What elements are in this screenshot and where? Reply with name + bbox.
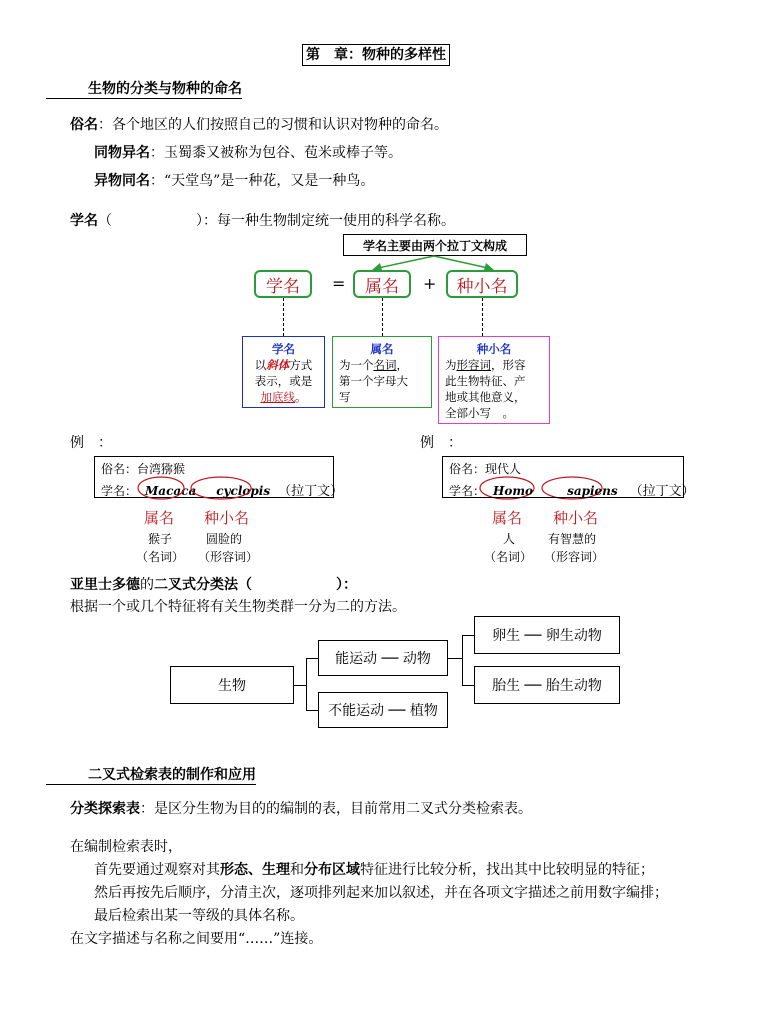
genus-note-title: 属名 bbox=[370, 342, 394, 356]
scientific-name-text: ：每一种生物制定统一使用的科学名称。 bbox=[203, 213, 455, 229]
sci-note-line2: 表示，或是 bbox=[254, 374, 313, 388]
key-step1: 首先要通过观察对其形态、生理和分布区域特征进行比较分析，找出其中比较明显的特征； bbox=[94, 862, 654, 878]
example-label-left: 例 ： bbox=[70, 435, 112, 451]
ellipse-left-genus bbox=[138, 477, 184, 499]
example-right-species: sapiens bbox=[567, 484, 618, 498]
tree-nomove: 不能运动 ── 植物 bbox=[318, 692, 448, 728]
example-left-genus-label: 属名 bbox=[144, 509, 175, 527]
page-title: 第 章：物种的多样性 bbox=[302, 44, 450, 66]
key-intro: 在编制检索表时， bbox=[70, 839, 182, 855]
synonym-label: 同物异名 bbox=[94, 145, 150, 161]
key-label: 分类探索表 bbox=[70, 801, 140, 817]
sci-note-italic: 斜体 bbox=[266, 358, 290, 372]
tree-conn-nomove bbox=[306, 710, 318, 711]
example-right-common: 俗名：现代人 bbox=[449, 462, 522, 476]
sci-name-box-label: 学名 bbox=[266, 276, 300, 297]
example-left-genus: Macaca bbox=[145, 484, 197, 498]
section-heading-key-text: 二叉式检索表的制作和应用 bbox=[88, 767, 256, 783]
sci-note-title: 学名 bbox=[272, 342, 295, 356]
genus-box-label: 属名 bbox=[365, 276, 399, 297]
example-box-right bbox=[442, 456, 695, 499]
common-name-text: ：各个地区的人们按照自己的习惯和认识对物种的命名。 bbox=[98, 117, 448, 133]
species-note-title: 种小名 bbox=[476, 342, 512, 356]
sci-note-line1: 以斜体方式 bbox=[254, 358, 313, 372]
example-left-genus-type: （名词） bbox=[136, 550, 185, 564]
example-left-sci: 学名： Macaca cyclopis （拉丁文） bbox=[101, 484, 344, 499]
ellipse-left-species bbox=[191, 477, 251, 499]
tree-conn-egg bbox=[462, 635, 474, 636]
example-right-species-meaning: 有智慧的 bbox=[548, 532, 597, 546]
example-left-species: cyclopis bbox=[216, 484, 271, 498]
key-step2: 然后再按先后顺序，分清主次，逐项排列起来加以叙述，并在各项文字描述之前用数字编排； bbox=[94, 885, 668, 901]
synonym-text: ：玉蜀黍又被称为包谷、苞米或棒子等。 bbox=[150, 145, 402, 161]
species-note-line2: 此生物特征、产 bbox=[445, 374, 526, 388]
tree-conn-move-out bbox=[448, 658, 462, 659]
homonym-text: ：“天堂鸟”是一种花，又是一种鸟。 bbox=[150, 173, 375, 189]
section-heading-naming-text: 生物的分类与物种的命名 bbox=[88, 81, 242, 97]
genus-note-line1: 为一个名词， bbox=[339, 358, 408, 372]
example-right-genus-meaning: 人 bbox=[503, 532, 516, 546]
tree-conn-v1 bbox=[306, 658, 307, 710]
genus-note-line2: 第一个字母大 bbox=[339, 374, 408, 388]
tree-conn-root bbox=[294, 685, 306, 686]
example-left-genus-meaning: 猴子 bbox=[148, 532, 173, 546]
sci-note-underline: 加底线 bbox=[260, 390, 295, 404]
example-left-species-meaning: 圆脸的 bbox=[206, 532, 243, 546]
example-right-species-type: （形容词） bbox=[544, 550, 605, 564]
scientific-name-paren: （ ） bbox=[98, 213, 203, 229]
sci-note-line3: 加底线。 bbox=[260, 390, 307, 404]
key-step3: 最后检索出某一等级的具体名称。 bbox=[94, 908, 304, 924]
species-note-line4: 全部小写 。 bbox=[445, 406, 514, 420]
common-name-label: 俗名 bbox=[70, 117, 98, 133]
key-step4: 在文字描述与名称之间要用“……”连接。 bbox=[70, 931, 323, 947]
homonym-label: 异物同名 bbox=[94, 173, 150, 189]
binary-desc: 根据一个或几个特征将有关生物类群一分为二的方法。 bbox=[70, 599, 406, 615]
scientific-name-label: 学名 bbox=[70, 213, 98, 229]
section-heading-key bbox=[46, 766, 256, 785]
tree-egg: 卵生 ── 卵生动物 bbox=[474, 616, 620, 654]
example-left-common: 俗名：台湾猕猴 bbox=[101, 462, 186, 476]
example-right-genus-type: （名词） bbox=[484, 550, 533, 564]
genus-note-line3: 写 bbox=[339, 390, 351, 404]
binary-title: 亚里士多德的二叉式分类法（ ）： bbox=[70, 577, 357, 593]
equals-sign: = bbox=[332, 274, 346, 293]
example-right-species-label: 种小名 bbox=[553, 509, 599, 527]
tree-conn-move bbox=[306, 658, 318, 659]
example-right-genus: Homo bbox=[493, 484, 534, 498]
species-box-label: 种小名 bbox=[456, 276, 508, 297]
tree-live: 胎生 ── 胎生动物 bbox=[474, 666, 620, 704]
tree-conn-v2 bbox=[462, 635, 463, 685]
example-right-genus-label: 属名 bbox=[492, 509, 523, 527]
example-left-species-label: 种小名 bbox=[204, 509, 250, 527]
tree-conn-live bbox=[462, 685, 474, 686]
key-definition bbox=[70, 800, 532, 818]
example-label-right: 例 ： bbox=[420, 435, 462, 451]
key-text: ：是区分生物为目的的编制的表，目前常用二叉式分类检索表。 bbox=[140, 801, 532, 817]
example-left-species-type: （形容词） bbox=[198, 550, 259, 564]
latin-note-text: 学名主要由两个拉丁文构成 bbox=[362, 238, 507, 253]
plus-sign: + bbox=[423, 274, 437, 293]
species-note-line1: 为形容词，形容 bbox=[445, 358, 526, 372]
species-note-line3: 地或其他意义， bbox=[445, 390, 526, 404]
tree-root: 生物 bbox=[170, 666, 294, 704]
example-right-sci: 学名： Homo sapiens （拉丁文） bbox=[449, 484, 695, 499]
tree-move: 能运动 ── 动物 bbox=[318, 640, 448, 676]
